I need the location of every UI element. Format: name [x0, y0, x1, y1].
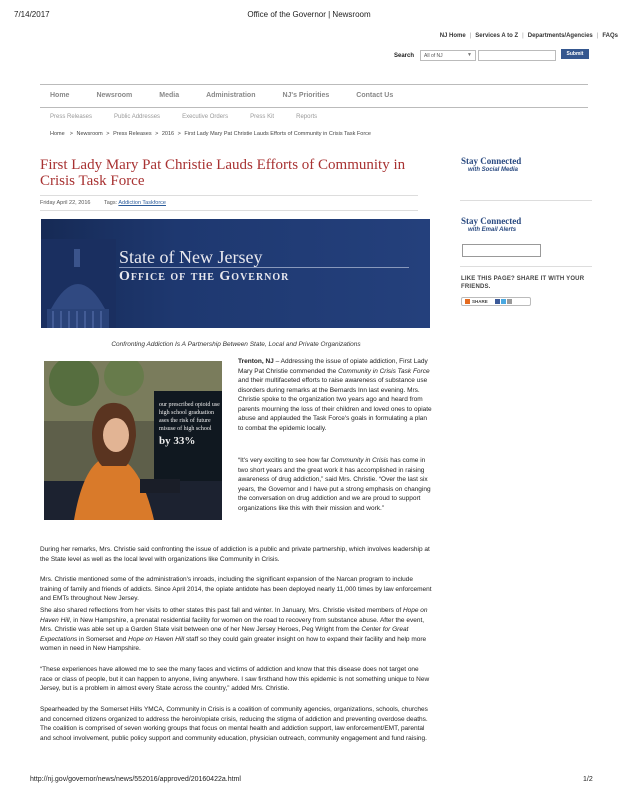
banner-state: State of New Jersey: [119, 247, 263, 267]
email-heading: Stay Connected: [461, 216, 522, 226]
email-icon: [507, 299, 512, 304]
search-scope-select[interactable]: [420, 50, 476, 61]
photo-sign: [159, 401, 221, 445]
subnav-reports[interactable]: Reports: [296, 114, 318, 120]
chevron-down-icon: ▼: [467, 52, 472, 58]
share-label: SHARE: [472, 299, 488, 304]
tag-link[interactable]: Addiction Taskforce: [118, 200, 166, 206]
photo-sign-line: high school graduation: [159, 410, 214, 416]
separator: |: [522, 33, 524, 39]
nav-media[interactable]: Media: [159, 92, 180, 99]
print-url: http://nj.gov/governor/news/news/552016/approved/20160422a.html: [30, 776, 241, 783]
search-input[interactable]: [478, 50, 556, 61]
text: “It's very exciting to see how far: [238, 457, 331, 464]
email-signup-field[interactable]: [462, 244, 541, 257]
paragraph: [238, 456, 432, 513]
divider: [460, 200, 592, 201]
subnav-public-addresses[interactable]: Public Addresses: [114, 114, 161, 120]
search-submit-button[interactable]: Submit: [561, 49, 589, 59]
paragraph: During her remarks, Mrs. Christie said confronting the issue of addiction is a public and private partnership, which involves leadership at the State level as well as the local level with organizations like Community in Crisis.: [40, 546, 430, 563]
breadcrumb-separator: >: [153, 131, 159, 137]
article-date: Friday April 22, 2016: [40, 200, 91, 206]
governor-banner: [41, 219, 430, 328]
nav-administration[interactable]: Administration: [206, 92, 256, 99]
nav-divider: [40, 107, 588, 108]
photo-sign-line: our prescribed opioid use: [159, 402, 220, 408]
text: – Addressing the issue of opiate addiction, First Lady Mary Pat Christie commended the: [238, 358, 428, 375]
share-prompt: LIKE THIS PAGE? SHARE IT WITH YOUR FRIENDS.: [461, 276, 585, 290]
nav-priorities[interactable]: NJ's Priorities: [282, 92, 330, 99]
text-emphasis: Community in Crisis: [330, 457, 389, 464]
subheadline: Confronting Addiction Is A Partnership Between State, Local and Private Organizations: [111, 341, 361, 348]
breadcrumb-separator: >: [176, 131, 181, 137]
share-button[interactable]: [461, 297, 531, 306]
divider: [460, 266, 592, 267]
breadcrumb-separator: >: [104, 131, 110, 137]
util-link-faqs[interactable]: FAQs: [602, 33, 618, 39]
text: She also shared reflections from her visits to other states this past fall and winter. In January, Mrs. Christie visited members of: [40, 607, 403, 614]
sub-nav: [50, 114, 339, 120]
photo-sign-line: misuse of high school: [159, 426, 212, 432]
banner-rule: [119, 267, 409, 268]
separator: |: [469, 33, 472, 39]
social-heading: Stay Connected: [461, 156, 522, 166]
nav-divider: [40, 84, 588, 85]
search-scope-value: All of NJ: [424, 53, 443, 59]
text: , in New Hampshire, a prenatal residential facility for women on the road to recovery from substance abuse. After the event, Mrs. Christie was able set up a Garden State visit between one of her New Jersey Heroes, Peg Wright from the: [40, 616, 425, 633]
text: staff so they could gain greater insight on how to expand their facility and help more women in need in New Hampshire.: [40, 635, 427, 652]
subnav-press-kit[interactable]: Press Kit: [250, 114, 275, 120]
breadcrumb-press-releases[interactable]: Press Releases: [113, 131, 152, 137]
divider: [40, 195, 418, 196]
dateline: Trenton, NJ: [238, 358, 274, 365]
social-subheading: with Social Media: [468, 167, 519, 173]
photo-sign-line: ases the risk of future: [159, 418, 211, 424]
text-emphasis: Center for Great Expectations: [40, 626, 409, 643]
text-emphasis: Community in Crisis Task Force: [338, 367, 430, 375]
paragraph: [40, 606, 432, 654]
util-link-services[interactable]: Services A to Z: [475, 33, 519, 39]
text: has come in two short years and the great work it has accomplished in raising awareness of drug addiction,” said Mrs. Christie. “Over the last six years, the Governor and I have put a strong emphasis on changing the conversation on drug addiction and we are proud to support organizations like this with their mission and work.”: [238, 457, 431, 512]
paragraph: [238, 357, 432, 433]
print-page-number: 1/2: [583, 776, 593, 783]
banner-office: Office of the Governor: [119, 269, 290, 284]
breadcrumb-year[interactable]: 2016: [161, 131, 175, 137]
text: and their multifaceted efforts to raise awareness of substance use disorders during remarks at the Bernards Inn last evening. Mrs. Christie spoke to the organization two years ago and heard from parents mourning the loss of their children and loved ones to opiate abuse and applauded the Task Force's goals in formulating a plan to combat the epidemic locally.: [238, 377, 432, 432]
paragraph: Spearheaded by the Somerset Hills YMCA, Community in Crisis is a coalition of community agencies, organizations, schools, churches and concerned citizens organized to address the heroin/opiate crisis, reducing the stigma of addiction and preventing overdose deaths. The coalition is comprised of seven working groups that focus on mental health and addiction support, law enforcement/EMT, parental and school involvement, public policy support and community education, physician outreach, community engagement and fund raising.: [40, 706, 428, 742]
paragraph: “These experiences have allowed me to see the many faces and victims of addiction and know that this disease does not target one race or class of people, but it can happen to anyone, living anywhere. I saw firsthand how this epidemic is not something unique to New Jersey, but is a problem in almost every State across the country,” added Mrs. Christie.: [40, 666, 430, 692]
subnav-press-releases[interactable]: Press Releases: [50, 114, 93, 120]
breadcrumb-newsroom[interactable]: Newsroom: [76, 131, 103, 137]
print-date: 7/14/2017: [14, 10, 50, 19]
text-emphasis: Hope on Haven Hill: [40, 607, 428, 624]
photo-sign-line: by 33%: [159, 435, 196, 447]
nav-newsroom[interactable]: Newsroom: [96, 92, 133, 99]
email-subheading: with Email Alerts: [468, 227, 517, 233]
breadcrumb-current: First Lady Mary Pat Christie Lauds Efforts of Community in Crisis Task Force: [184, 131, 371, 137]
text: in Somerset and: [77, 635, 129, 643]
divider: [40, 210, 418, 211]
share-icon: [465, 299, 470, 304]
subnav-executive-orders[interactable]: Executive Orders: [182, 114, 229, 120]
nav-contact[interactable]: Contact Us: [356, 92, 394, 99]
print-page-title: Office of the Governor | Newsroom: [247, 10, 371, 19]
article-meta: [40, 200, 166, 206]
page-title: First Lady Mary Pat Christie Lauds Efforts of Community in Crisis Task Force: [40, 157, 406, 189]
search-label: Search: [394, 53, 415, 59]
breadcrumb-separator: >: [66, 131, 73, 137]
utility-links: [440, 33, 618, 39]
twitter-icon: [501, 299, 506, 304]
tags-label: Tags:: [103, 200, 118, 206]
breadcrumb: [50, 131, 371, 137]
breadcrumb-home[interactable]: Home: [50, 131, 65, 137]
facebook-icon: [495, 299, 500, 304]
capitol-dome-icon: [41, 239, 116, 328]
paragraph: Mrs. Christie mentioned some of the administration's inroads, including the significant expansion of the Narcan program to include training of family and friends of addicts. Since April 2014, the opiate antidote has been deployed nearly 11,000 times by law enforcement and EMTs throughout New Jersey.: [40, 576, 432, 602]
text-emphasis: Hope on Haven Hill: [128, 635, 185, 643]
util-link-nj-home[interactable]: NJ Home: [439, 33, 466, 39]
util-link-departments[interactable]: Departments/Agencies: [527, 33, 593, 39]
separator: |: [596, 33, 599, 39]
article-photo: [44, 361, 222, 520]
main-nav: [50, 92, 420, 99]
nav-home[interactable]: Home: [50, 92, 70, 99]
